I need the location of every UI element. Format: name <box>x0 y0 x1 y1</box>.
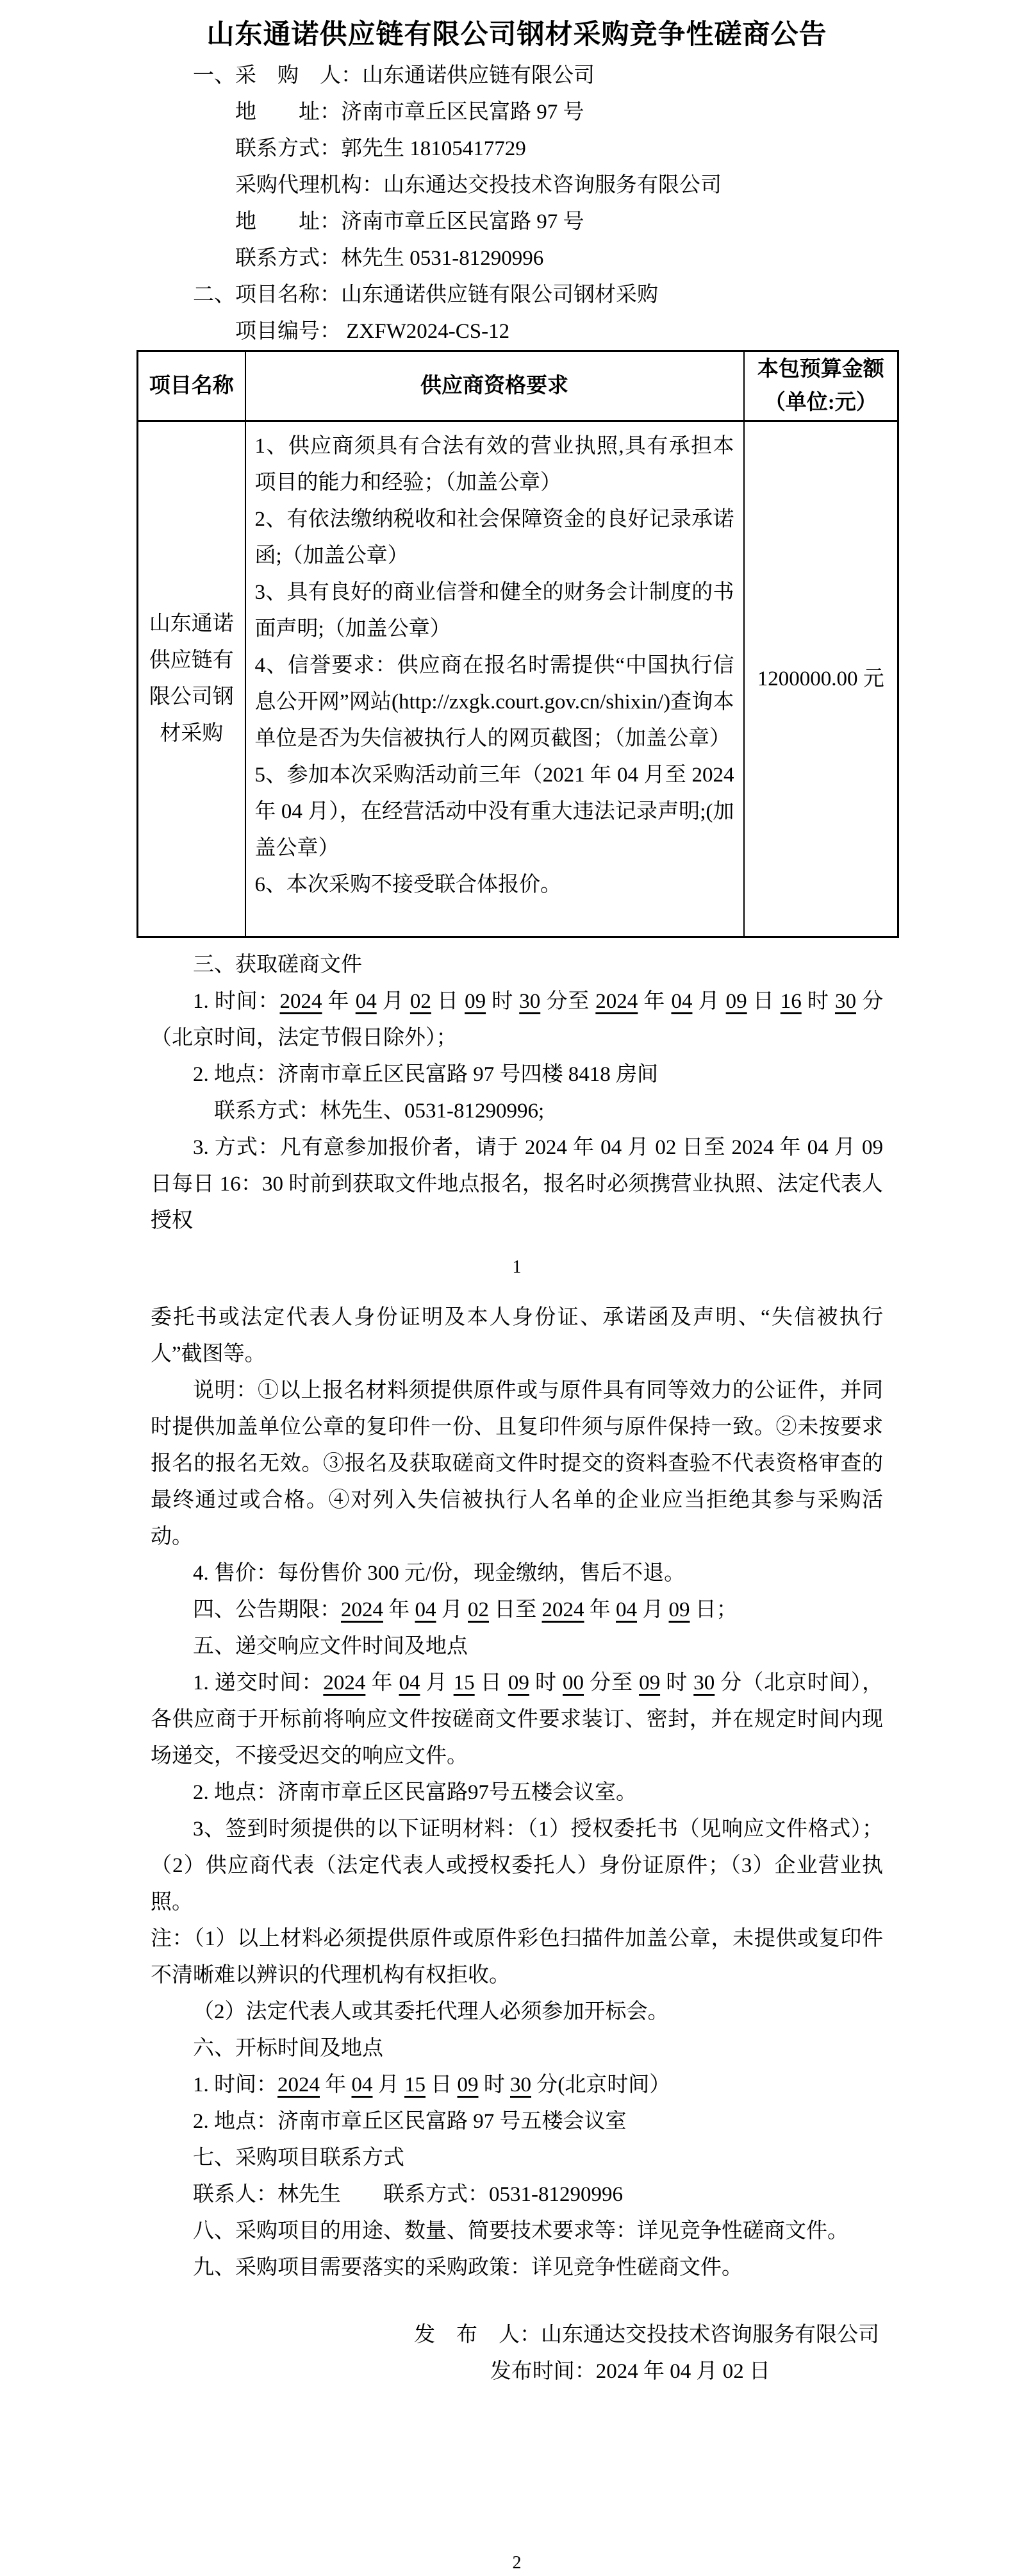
agency-line <box>151 167 883 204</box>
cell-supplier-requirements <box>245 421 744 937</box>
note-2-line <box>151 1994 883 2030</box>
requirement-item: 5、参加本次采购活动前三年（2021 年 04 月至 2024 年 04 月），在经营活动中没有重大违法记录声明;(加盖公章） <box>254 764 734 860</box>
section-8-line <box>151 2213 883 2250</box>
publisher-line: 发 布 人：山东通达交投技术咨询服务有限公司 <box>414 2323 879 2346</box>
underlined-value: 2024 <box>341 1598 383 1621</box>
requirement-item: 4、信誉要求：供应商在报名时需提供“中国执行信息公开网”网站(http://zxgk.court.gov.cn/shixin/)查询本单位是否为失信被执行人的网页截图；（加盖公章） <box>254 654 734 750</box>
text-run: 一、采 购 人：山东通诺供应链有限公司 <box>193 64 595 87</box>
table-header-row <box>138 351 898 421</box>
text-run: 分至 <box>540 990 596 1013</box>
text-run: 联系人：林先生 联系方式：0531-81290996 <box>193 2183 623 2206</box>
qualification-table <box>136 350 899 938</box>
text-run: 月 <box>372 2073 404 2096</box>
text-run: 采购代理机构：山东通达交投技术咨询服务有限公司 <box>235 174 722 197</box>
signin-materials-line <box>151 1811 883 1921</box>
opening-location-line <box>151 2103 883 2140</box>
doc-location-line <box>151 1057 883 1093</box>
opening-time-line <box>151 2067 883 2103</box>
underlined-value: 30 <box>693 1671 715 1694</box>
requirement-item: 3、具有良好的商业信誉和健全的财务会计制度的书面声明;（加盖公章） <box>254 581 734 640</box>
project-contact-line <box>151 2177 883 2213</box>
underlined-value: 04 <box>415 1598 436 1621</box>
text-run: 联系方式：林先生 0531-81290996 <box>235 247 544 270</box>
cell-budget: 1200000.00 元 <box>744 421 898 937</box>
text-run: 时 <box>478 2073 510 2096</box>
underlined-value: 09 <box>508 1671 529 1694</box>
method-line-page1 <box>151 1130 883 1239</box>
document-title: 山东通诺供应链有限公司钢材采购竞争性磋商公告 <box>206 20 827 50</box>
underlined-value: 2024 <box>595 990 638 1013</box>
doc-time-line <box>151 983 883 1057</box>
text-run: 1. 时间： <box>193 990 280 1013</box>
text-run: 分（北京时间，法定节假日除外）； <box>151 990 884 1050</box>
th-supplier-requirements: 供应商资格要求 <box>245 351 744 421</box>
project-number-line <box>151 314 883 350</box>
text-run: 联系方式：林先生、0531-81290996; <box>214 1100 545 1123</box>
intro-section <box>151 58 883 350</box>
section-6-heading <box>151 2030 883 2067</box>
underlined-value: 09 <box>457 2073 479 2096</box>
text-run: 年 <box>383 1598 415 1621</box>
text-run: 五、递交响应文件时间及地点 <box>193 1635 468 1658</box>
text-run: 地 址：济南市章丘区民富路 97 号 <box>235 210 584 233</box>
text-run: 2. 地点：济南市章丘区民富路97号五楼会议室。 <box>193 1781 637 1804</box>
underlined-value: 04 <box>616 1598 637 1621</box>
section-9-line <box>151 2250 883 2286</box>
table-row <box>138 421 898 937</box>
text-run: 年 <box>584 1598 616 1621</box>
text-run: 1. 时间： <box>193 2073 277 2096</box>
text-run: 月 <box>420 1671 454 1694</box>
page-number-2: 2 <box>512 2553 522 2573</box>
text-run: （2）法定代表人或其委托代理人必须参加开标会。 <box>193 2000 669 2023</box>
text-run: 月 <box>376 990 410 1013</box>
submission-location-line <box>151 1775 883 1811</box>
text-run: 月 <box>692 990 726 1013</box>
underlined-value: 16 <box>780 990 802 1013</box>
note-1-line <box>151 1921 883 1994</box>
section-3-heading <box>151 947 883 983</box>
underlined-value: 30 <box>834 990 856 1013</box>
text-run: 注：（1）以上材料必须提供原件或原件彩色扫描件加盖公章，未提供或复印件不清晰难以辨识的代理机构有权拒收。 <box>151 1927 883 1987</box>
registration-note-line <box>151 1373 883 1555</box>
text-run: 说明：①以上报名材料须提供原件或与原件具有同等效力的公证件，并同时提供加盖单位公章的复印件一份、且复印件须与原件保持一致。②未按要求报名的报名无效。③报名及获取磋商文件时提交的资料查验不代表资格审查的最终通过或合格。④对列入失信被执行人名单的企业应当拒绝其参与采购活动。 <box>151 1379 883 1548</box>
underlined-value: 2024 <box>277 2073 320 2096</box>
underlined-value: 04 <box>399 1671 420 1694</box>
underlined-value: 2024 <box>323 1671 366 1694</box>
text-run: 时 <box>801 990 835 1013</box>
underlined-value: 30 <box>519 990 541 1013</box>
th-project-name: 项目名称 <box>138 351 245 421</box>
underlined-value: 02 <box>409 990 431 1013</box>
underlined-value: 09 <box>639 1671 661 1694</box>
text-run: 3、签到时须提供的以下证明材料：（1）授权委托书（见响应文件格式）；（2）供应商代表（法定代表人或授权委托人）身份证原件；（3）企业营业执照。 <box>151 1818 883 1914</box>
text-run: 月 <box>637 1598 669 1621</box>
underlined-value: 04 <box>355 990 377 1013</box>
text-run: 四、公告期限： <box>193 1598 341 1621</box>
buyer-contact-line <box>151 131 883 167</box>
text-run: 委托书或法定代表人身份证明及本人身份证、承诺函及声明、“失信被执行人”截图等。 <box>151 1306 883 1366</box>
doc-contact-line <box>151 1093 883 1130</box>
section-4-announcement-period <box>151 1592 883 1628</box>
text-run: 日； <box>690 1598 738 1621</box>
underlined-value: 2024 <box>542 1598 584 1621</box>
text-run: 二、项目名称：山东通诺供应链有限公司钢材采购 <box>193 283 658 306</box>
text-run: 年 <box>365 1671 399 1694</box>
underlined-value: 15 <box>404 2073 426 2096</box>
project-name-line <box>151 277 883 314</box>
text-run: 2. 地点：济南市章丘区民富路 97 号四楼 8418 房间 <box>193 1063 658 1086</box>
text-run: 4. 售价：每份售价 300 元/份，现金缴纳，售后不退。 <box>193 1562 686 1585</box>
buyer-address-line <box>151 94 883 131</box>
text-run: 时 <box>660 1671 694 1694</box>
page-number-1: 1 <box>512 1257 522 1277</box>
text-run: 日 <box>474 1671 508 1694</box>
underlined-value: 00 <box>563 1671 584 1694</box>
body-page2 <box>151 1300 883 2286</box>
text-run: 年 <box>638 990 672 1013</box>
price-line <box>151 1555 883 1592</box>
text-run: 日 <box>426 2073 458 2096</box>
th-budget: 本包预算金额（单位:元） <box>744 351 898 421</box>
underlined-value: 09 <box>465 990 486 1013</box>
requirement-item: 6、本次采购不接受联合体报价。 <box>254 873 561 896</box>
underlined-value: 2024 <box>279 990 322 1013</box>
section-5-heading <box>151 1628 883 1665</box>
requirement-item: 2、有依法缴纳税收和社会保障资金的良好记录承诺函;（加盖公章） <box>254 508 734 567</box>
requirement-item: 1、供应商须具有合法有效的营业执照,具有承担本项目的能力和经验；（加盖公章） <box>254 435 734 494</box>
text-run: 月 <box>436 1598 468 1621</box>
text-run: 日 <box>747 990 781 1013</box>
text-run: 八、采购项目的用途、数量、简要技术要求等：详见竞争性磋商文件。 <box>193 2220 848 2243</box>
method-line-page2 <box>151 1300 883 1373</box>
underlined-value: 02 <box>468 1598 489 1621</box>
text-run: 六、开标时间及地点 <box>193 2037 383 2060</box>
section-3-body-page1 <box>151 947 883 1239</box>
underlined-value: 09 <box>668 1598 690 1621</box>
cell-project-name: 山东通诺供应链有限公司钢材采购 <box>138 421 245 937</box>
underlined-value: 04 <box>671 990 693 1013</box>
text-run: 联系方式：郭先生 18105417729 <box>235 137 526 160</box>
text-run: 分至 <box>584 1671 640 1694</box>
text-run: 年 <box>320 2073 352 2096</box>
underlined-value: 09 <box>725 990 747 1013</box>
text-run: 3. 方式：凡有意参加报价者，请于 2024 年 04 月 02 日至 2024 年 04 月 09 日每日 16：30 时前到获取文件地点报名，报名时必须携营业执照、法定代表人授权 <box>151 1136 883 1232</box>
submission-time-line <box>151 1665 883 1775</box>
text-run: 分(北京时间） <box>531 2073 671 2096</box>
underlined-value: 30 <box>510 2073 531 2096</box>
underlined-value: 04 <box>351 2073 373 2096</box>
text-run: 年 <box>322 990 356 1013</box>
text-run: 分（北京时间），各供应商于开标前将响应文件按磋商文件要求装订、密封，并在规定时间内现场递交，不接受迟交的响应文件。 <box>151 1671 884 1768</box>
text-run: 日 <box>431 990 465 1013</box>
agency-address-line <box>151 204 883 240</box>
text-run: 地 址：济南市章丘区民富路 97 号 <box>235 101 584 124</box>
text-run: 1. 递交时间： <box>193 1671 324 1694</box>
publish-date-line: 发布时间：2024 年 04 月 02 日 <box>490 2360 770 2383</box>
text-run: 九、采购项目需要落实的采购政策：详见竞争性磋商文件。 <box>193 2256 743 2279</box>
agency-contact-line <box>151 240 883 277</box>
text-run: 2. 地点：济南市章丘区民富路 97 号五楼会议室 <box>193 2110 627 2133</box>
section-7-heading <box>151 2140 883 2177</box>
text-run: 七、采购项目联系方式 <box>193 2146 404 2170</box>
text-run: 项目编号： ZXFW2024-CS-12 <box>235 320 510 343</box>
buyer-line <box>151 58 883 94</box>
text-run: 时 <box>529 1671 563 1694</box>
text-run: 三、获取磋商文件 <box>193 953 362 976</box>
text-run: 日至 <box>489 1598 542 1621</box>
underlined-value: 15 <box>453 1671 475 1694</box>
text-run: 时 <box>486 990 520 1013</box>
